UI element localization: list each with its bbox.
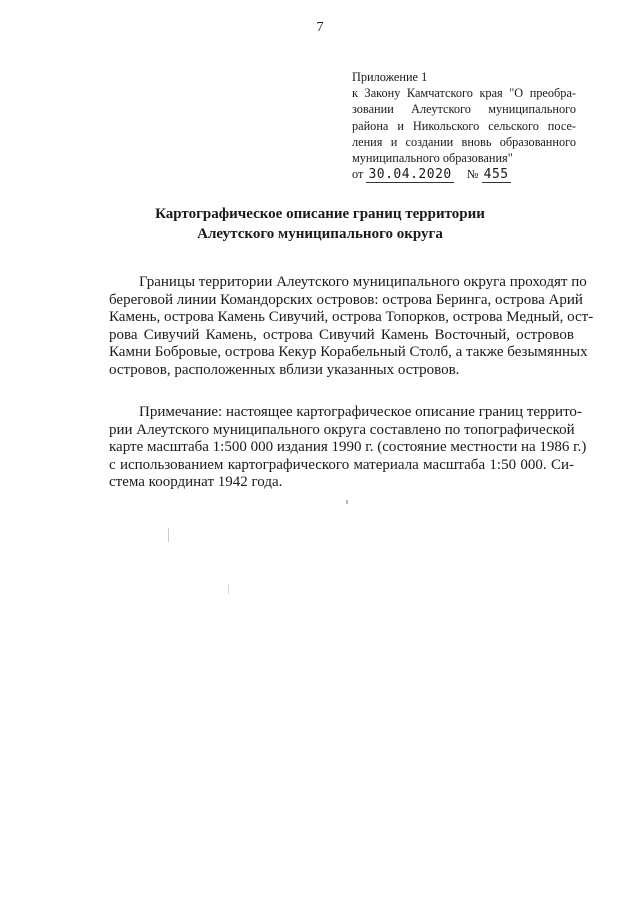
appendix-line: зовании Алеутского муниципального (352, 102, 576, 117)
appendix-line: муниципального образования" (352, 151, 513, 166)
paragraph-line: Камень, острова Камень Сивучий, острова Топорков, острова Медный, ост- (109, 309, 594, 326)
appendix-line: к Закону Камчатского края "О преобра- (352, 86, 576, 101)
paragraph-line: островов, расположенных вблизи указанных островов. (109, 361, 460, 378)
note-paragraph (109, 404, 587, 492)
appendix-line: района и Никольского сельского посе- (352, 118, 576, 133)
paragraph-line: карте масштаба 1:500 000 издания 1990 г. (состояние местности на 1986 г.) (109, 439, 587, 456)
document-title (0, 204, 640, 244)
paragraph-line: береговой линии Командорских островов: острова Беринга, острова Арий (109, 291, 583, 308)
title-line: Алеутского муниципального округа (197, 226, 443, 242)
paragraph-line: стема координат 1942 года. (109, 474, 283, 491)
scan-artifact (228, 584, 229, 594)
law-number: 455 (483, 167, 509, 183)
appendix-date-row (352, 166, 576, 183)
paragraph-line: Примечание: настоящее картографическое описание границ террито- (139, 404, 582, 420)
page-number: 7 (316, 20, 324, 35)
scan-artifact (168, 528, 169, 542)
paragraph-line: с использованием картографического материала масштаба 1:50 000. Си- (109, 456, 574, 473)
paragraph-line: рова Сивучий Камень, острова Сивучий Камень Восточный, островов (109, 326, 574, 343)
paragraph-line: рии Алеутского муниципального округа составлено по топографической (109, 421, 575, 438)
boundary-description-paragraph (109, 274, 594, 380)
date-prefix: от (352, 167, 364, 182)
appendix-line: ления и создании вновь образованного (352, 134, 576, 149)
title-line: Картографическое описание границ территории (155, 206, 485, 222)
number-sign: № (466, 167, 479, 182)
paragraph-line: Камни Бобровые, острова Кекур Корабельный Столб, а также безымянных (109, 344, 588, 361)
paragraph-line: Границы территории Алеутского муниципального округа проходят по (139, 274, 587, 290)
appendix-header (352, 69, 576, 183)
adoption-date: 30.04.2020 (368, 167, 452, 183)
scan-artifact (346, 500, 348, 504)
appendix-line: Приложение 1 (352, 70, 428, 84)
